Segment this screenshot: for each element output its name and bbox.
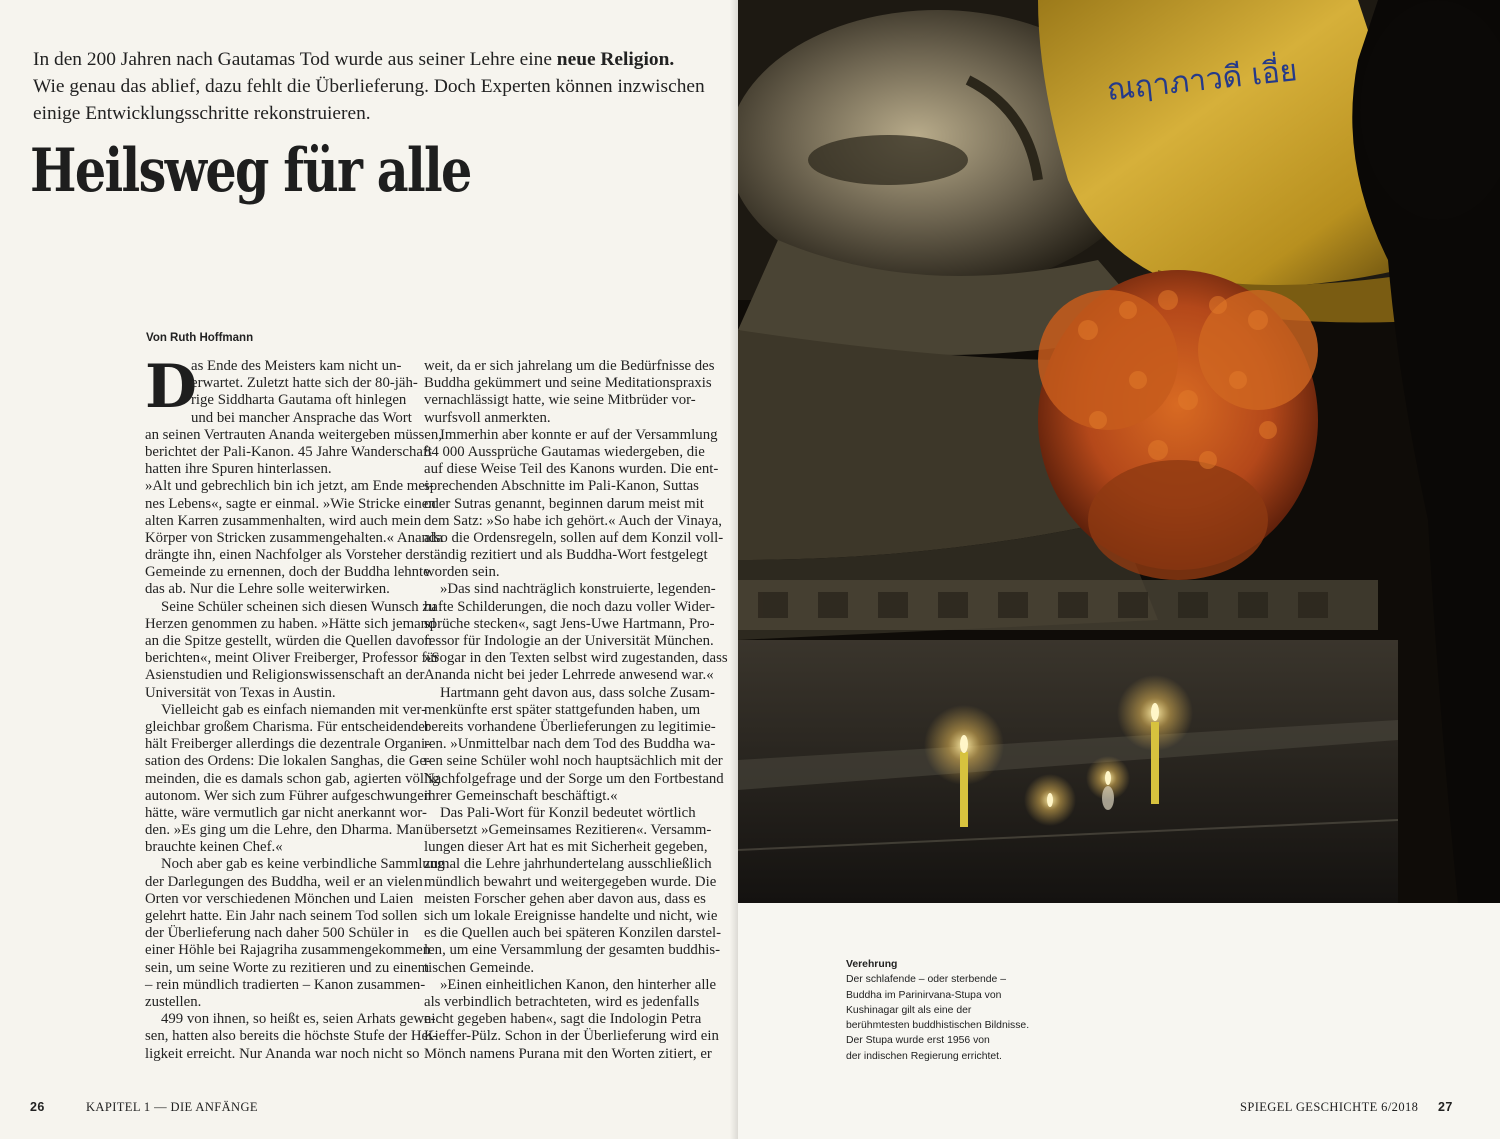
intro-line-2: Wie genau das ablief, dazu fehlt die Überlieferung. Doch Experten können inzwischen <box>33 76 705 97</box>
text-line: zustellen. <box>145 993 202 1010</box>
intro-line-3: einige Entwicklungsschritte rekonstruieren. <box>33 103 371 124</box>
text-column-1 <box>145 352 445 1063</box>
intro-emphasis: neue Religion. <box>556 49 675 70</box>
text-line: ren. »Unmittelbar nach dem Tod des Buddha wa- <box>424 736 716 753</box>
text-line: fessor für Indologie an der Universität München. <box>424 633 714 649</box>
text-line: und bei mancher Ansprache das Wort <box>191 409 412 426</box>
caption-line: Der schlafende – oder sterbende – <box>846 974 1007 986</box>
text-line: lungen dieser Art hat es mit Sicherheit gegeben, <box>424 839 708 856</box>
text-line: gleichbar großem Charisma. Für entscheidender <box>145 718 430 735</box>
drop-cap: D <box>145 352 198 422</box>
text-line: sation des Ordens: Die lokalen Sanghas, die Ge- <box>145 753 432 770</box>
caption-line: Der Stupa wurde erst 1956 von <box>846 1035 990 1047</box>
text-line: »Das sind nachträglich konstruierte, legenden- <box>440 581 716 598</box>
text-line: Seine Schüler scheinen sich diesen Wunsch zu <box>161 598 437 615</box>
text-line: an seinen Vertrauten Ananda weitergeben müssen, <box>145 426 442 443</box>
text-line: sen, hatten also bereits die höchste Stufe der Hei- <box>145 1028 438 1045</box>
left-page <box>0 0 738 1139</box>
text-line: Herzen genommen zu haben. »Hätte sich jemand <box>145 615 436 632</box>
text-column-2 <box>424 358 728 1063</box>
text-line: den. »Es ging um die Lehre, den Dharma. Man <box>145 822 424 839</box>
text-line: also die Ordensregeln, sollen auf dem Konzil voll- <box>424 529 724 546</box>
text-line: hatten ihre Spuren hinterlassen. <box>145 461 332 478</box>
section-label: KAPITEL 1 — DIE ANFÄNGE <box>86 1100 258 1114</box>
text-line: übersetzt »Gemeinsames Rezitieren«. Versamm- <box>424 822 712 839</box>
text-line: hätte, wäre vermutlich gar nicht anerkannt wor- <box>145 804 427 821</box>
text-line: worden sein. <box>424 564 500 581</box>
text-line: auf diese Weise Teil des Kanons wurden. Die ent- <box>424 461 719 478</box>
article-headline: Heilsweg für alle <box>30 136 471 206</box>
text-line: Gemeinde zu ernennen, doch der Buddha lehnte <box>145 564 430 581</box>
text-line: erwartet. Zuletzt hatte sich der 80-jäh- <box>191 375 418 392</box>
text-line: der Überlieferung nach daher 500 Schüler in <box>145 925 409 942</box>
text-line: Das Pali-Wort für Konzil bedeutet wörtlich <box>440 804 696 821</box>
text-line: Immerhin aber konnte er auf der Versammlung <box>440 426 718 443</box>
text-line: menkünfte erst später stattgefunden haben, um <box>424 701 701 718</box>
text-line: ligkeit erreicht. Nur Ananda war noch nicht so <box>145 1045 420 1062</box>
text-line: Körper von Stricken zusammengehalten.« Ananda <box>145 529 443 546</box>
caption-line: Buddha im Parinirvana-Stupa von <box>846 989 1002 1001</box>
intro-text: In den 200 Jahren nach Gautamas Tod wurde aus seiner Lehre eine <box>33 49 557 70</box>
text-line: rige Siddharta Gautama oft hinlegen <box>191 392 407 409</box>
text-line: Ananda nicht bei jeder Lehrrede anwesend war.« <box>424 667 714 684</box>
text-line: berichtet der Pali-Kanon. 45 Jahre Wanderschaft <box>145 443 432 460</box>
caption-line: der indischen Regierung errichtet. <box>846 1050 1002 1062</box>
text-line: Nachfolgefrage und der Sorge um den Fortbestand <box>424 770 724 787</box>
text-line: drängte ihn, einen Nachfolger als Vorsteher der <box>145 547 425 564</box>
text-line: mündlich bewahrt und weitergegeben wurde. Die <box>424 873 717 890</box>
text-line: sprüche stecken«, sagt Jens-Uwe Hartmann, Pro- <box>424 615 715 632</box>
text-line: – rein mündlich tradierten – Kanon zusammen- <box>145 976 426 993</box>
text-line: der Darlegungen des Buddha, weil er an vielen <box>145 873 423 890</box>
text-line: meisten Forscher gehen aber davon aus, dass es <box>424 890 706 907</box>
text-line: brauchte keinen Chef.« <box>145 839 283 856</box>
text-line: wurfsvoll anmerkten. <box>424 409 551 426</box>
text-line: vernachlässigt hatte, wie seine Mitbrüder vor- <box>424 392 696 409</box>
caption-line: Kushinagar gilt als eine der <box>846 1004 972 1016</box>
text-line: »Einen einheitlichen Kanon, den hinterher alle <box>440 976 717 993</box>
intro-standfirst <box>33 46 723 127</box>
page-number-left: 26 <box>30 1100 45 1114</box>
text-line: Orten vor verschiedenen Mönchen und Laien <box>145 890 414 907</box>
caption-line: berühmtesten buddhistischen Bildnisse. <box>846 1020 1030 1032</box>
text-line: as Ende des Meisters kam nicht un- <box>191 358 402 374</box>
text-line: dem Satz: »So habe ich gehört.« Auch der Vinaya, <box>424 512 722 529</box>
text-line: zumal die Lehre jahrhundertelang ausschließlich <box>424 856 712 873</box>
text-line: ihrer Gemeinschaft beschäftigt.« <box>424 787 618 804</box>
text-line: alten Karren zusammenhalten, wird auch mein <box>145 512 422 529</box>
text-line: sich um lokale Ereignisse handelte und nicht, wie <box>424 908 718 924</box>
text-line: 84 000 Aussprüche Gautamas wiedergeben, die <box>424 443 705 460</box>
text-line: len, um eine Versammlung der gesamten buddhis- <box>424 942 721 959</box>
banner-text: ณฤาภาวดี เอี่ย <box>1105 53 1299 108</box>
text-line: das ab. Nur die Lehre solle weiterwirken. <box>145 581 390 598</box>
text-line: gelehrt hatte. Ein Jahr nach seinem Tod sollen <box>145 908 418 924</box>
intro-line-1 <box>33 46 723 73</box>
text-line: ständig rezitiert und als Buddha-Wort festgelegt <box>424 547 708 564</box>
text-line: an die Spitze gestellt, würden die Quellen davon <box>145 633 432 649</box>
text-line: »Alt und gebrechlich bin ich jetzt, am Ende mei- <box>145 478 434 495</box>
page-number-right: 27 <box>1438 1100 1453 1114</box>
text-line: Kieffer-Pülz. Schon in der Überlieferung wird ein <box>424 1028 719 1045</box>
text-line: nicht gegeben haben«, sagt die Indologin Petra <box>424 1011 702 1028</box>
text-line: berichten«, meint Oliver Freiberger, Professor für <box>145 650 439 667</box>
text-line: 499 von ihnen, so heißt es, seien Arhats gewe- <box>161 1011 436 1028</box>
publication-label: SPIEGEL GESCHICHTE 6/2018 <box>1240 1100 1419 1114</box>
text-line: als verbindlich betrachteten, wird es jedenfalls <box>424 993 700 1010</box>
text-line: hält Freiberger allerdings die dezentrale Organi- <box>145 736 430 753</box>
text-line: nes Lebens«, sagte er einmal. »Wie Stricke einen <box>145 495 436 512</box>
text-line: Noch aber gab es keine verbindliche Sammlung <box>161 856 445 873</box>
text-line: tischen Gemeinde. <box>424 959 535 976</box>
text-line: Mönch namens Purana mit den Worten zitiert, er <box>424 1045 712 1062</box>
text-line: oder Sutras genannt, beginnen darum meist mit <box>424 495 704 512</box>
text-line: hafte Schilderungen, die noch dazu voller Wider- <box>424 598 715 615</box>
text-line: Universität von Texas in Austin. <box>145 684 336 701</box>
text-line: autonom. Wer sich zum Führer aufgeschwungen <box>145 787 432 804</box>
text-line: »Sogar in den Texten selbst wird zugestanden, dass <box>424 650 728 667</box>
text-line: sprechenden Abschnitte im Pali-Kanon, Suttas <box>424 478 699 495</box>
text-line: weit, da er sich jahrelang um die Bedürfnisse des <box>424 358 715 374</box>
text-line: bereits vorhandene Überlieferungen zu legitimie- <box>424 718 716 735</box>
text-line: Hartmann geht davon aus, dass solche Zusam- <box>440 684 715 701</box>
photo-caption <box>846 957 1066 1064</box>
buddha-photo-illustration <box>738 0 1500 903</box>
caption-title: Verehrung <box>846 959 898 970</box>
byline: Von Ruth Hoffmann <box>146 332 254 344</box>
text-line: ren seine Schüler wohl noch hauptsächlich mit der <box>424 753 723 770</box>
text-line: Buddha gekümmert und seine Meditationspraxis <box>424 375 712 392</box>
buddha-photo <box>738 0 1500 903</box>
text-line: Asienstudien und Religionswissenschaft an der <box>145 667 425 684</box>
text-line: es die Quellen auch bei späteren Konzilen darstel- <box>424 925 722 942</box>
text-line: meinden, die es damals schon gab, agierten völlig <box>145 770 440 787</box>
text-line: Vielleicht gab es einfach niemanden mit ver- <box>161 701 427 718</box>
text-line: sein, um seine Worte zu rezitieren und zu einem <box>145 959 430 976</box>
text-line: einer Höhle bei Rajagriha zusammengekommen <box>145 942 431 959</box>
